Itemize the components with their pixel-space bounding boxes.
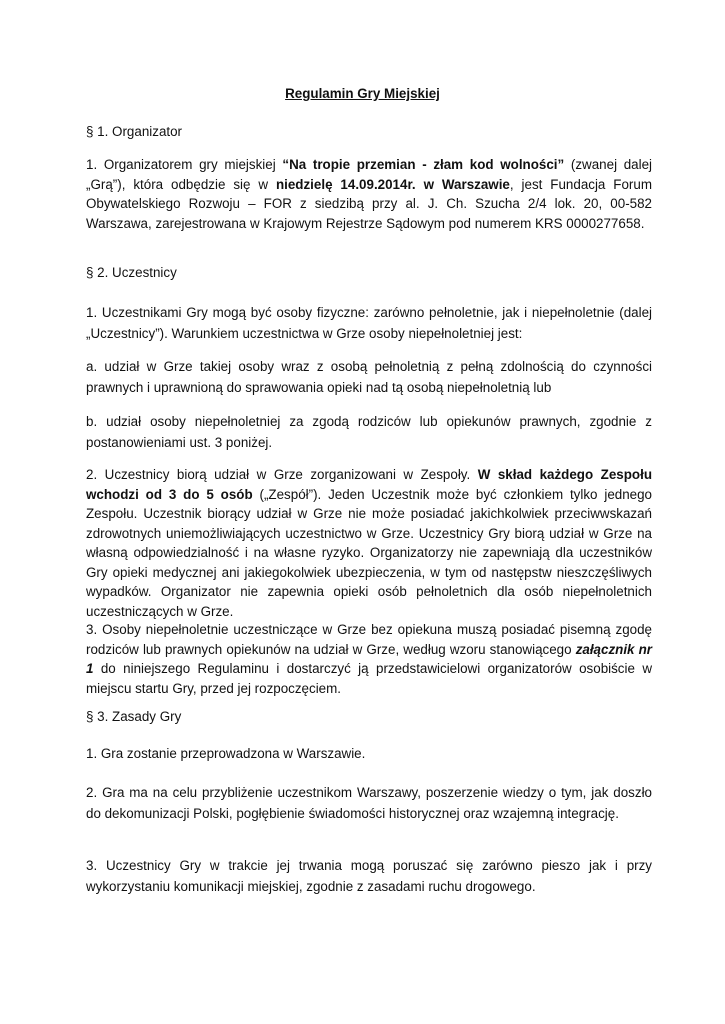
- section-2-item-b: b. udział osoby niepełnoletniej za zgodą rodziców lub opiekunów prawnych, zgodnie z postanowieniami ust. 3 poniżej.: [86, 414, 652, 450]
- text-run: , jest Fundacja Forum Obywatelskiego Rozwoju – FOR z siedzibą przy al. J. Ch. Szucha 2/4 lok. 20, 00-582 Warszawa, zarejestrowana w Krajowym Rejestrze Sądowym pod numerem KRS 0000277658.: [86, 176, 652, 231]
- section-2-paragraph-2: [86, 465, 652, 621]
- text-run: 2. Uczestnicy biorą udział w Grze zorganizowani w Zespoły.: [86, 467, 478, 482]
- text-run: („Zespół”). Jeden Uczestnik może być członkiem tylko jednego Zespołu. Uczestnik biorący udział w Grze nie może posiadać jakichkolwiek przeciwwskazań zdrowotnych uniemożliwiających uczestnictwo w Grze. Uczestnicy Gry biorą udział w Grze na własną odpowiedzialność i na własne ryzyko. Organizatorzy nie zapewniają dla uczestników Gry opieki medycznej ani jakiegokolwiek ubezpieczenia, w tym od następstw nieszczęśliwych wypadków. Organizator nie zapewnia opieki osób pełnoletnich dla osób niepełnoletnich uczestniczących w Grze.: [86, 486, 652, 619]
- section-2-paragraph-1: 1. Uczestnikami Gry mogą być osoby fizyczne: zarówno pełnoletnie, jak i niepełnoletnie (dalej „Uczestnicy”). Warunkiem uczestnictwa w Grze osoby niepełnoletniej jest:: [86, 305, 652, 341]
- text-run: (zwanej dalej „Grą”), która odbędzie się w: [86, 157, 653, 192]
- text-run: 3. Osoby niepełnoletnie uczestniczące w Grze bez opiekuna muszą posiadać pisemną zgodę rodziców lub prawnych opiekunów na udział w Grze, według wzoru stanowiącego: [86, 622, 652, 657]
- section-3-paragraph-3: 3. Uczestnicy Gry w trakcie jej trwania mogą poruszać się zarówno pieszo jak i przy wykorzystaniu komunikacji miejskiej, zgodnie z zasadami ruchu drogowego.: [86, 858, 652, 894]
- section-2-item-a: a. udział w Grze takiej osoby wraz z osobą pełnoletnią z pełną zdolnością do czynności prawnych i uprawnioną do sprawowania opieki nad tą osobą niepełnoletnią lub: [86, 359, 652, 395]
- game-date-place: niedzielę 14.09.2014r. w Warszawie: [275, 176, 510, 192]
- game-name: “Na tropie przemian - złam kod wolności”: [282, 157, 565, 172]
- section-3-paragraph-1: 1. Gra zostanie przeprowadzona w Warszawie.: [86, 746, 366, 761]
- team-size-rule: W skład każdego Zespołu wchodzi od 3 do 5 osób: [86, 467, 652, 502]
- text-run: do niniejszego Regulaminu i dostarczyć ją przedstawicielowi organizatorów osobiście w miejscu startu Gry, przed jej rozpoczęciem.: [86, 661, 652, 696]
- attachment-reference: załącznik nr 1: [86, 641, 652, 676]
- document-title: Regulamin Gry Miejskiej: [285, 86, 440, 101]
- section-1-heading: § 1. Organizator: [86, 124, 183, 139]
- section-3-paragraph-2: 2. Gra ma na celu przybliżenie uczestnikom Warszawy, poszerzenie wiedzy o tym, jak doszło do dekomunizacji Polski, pogłębienie świadomości historycznej oraz wzajemną integrację.: [86, 785, 652, 821]
- section-2-paragraph-3: [86, 620, 652, 698]
- section-1-paragraph-1: [86, 155, 652, 233]
- text-run: 1. Organizatorem gry miejskiej: [86, 157, 283, 172]
- section-2-heading: § 2. Uczestnicy: [86, 265, 177, 280]
- section-3-heading: § 3. Zasady Gry: [86, 709, 182, 724]
